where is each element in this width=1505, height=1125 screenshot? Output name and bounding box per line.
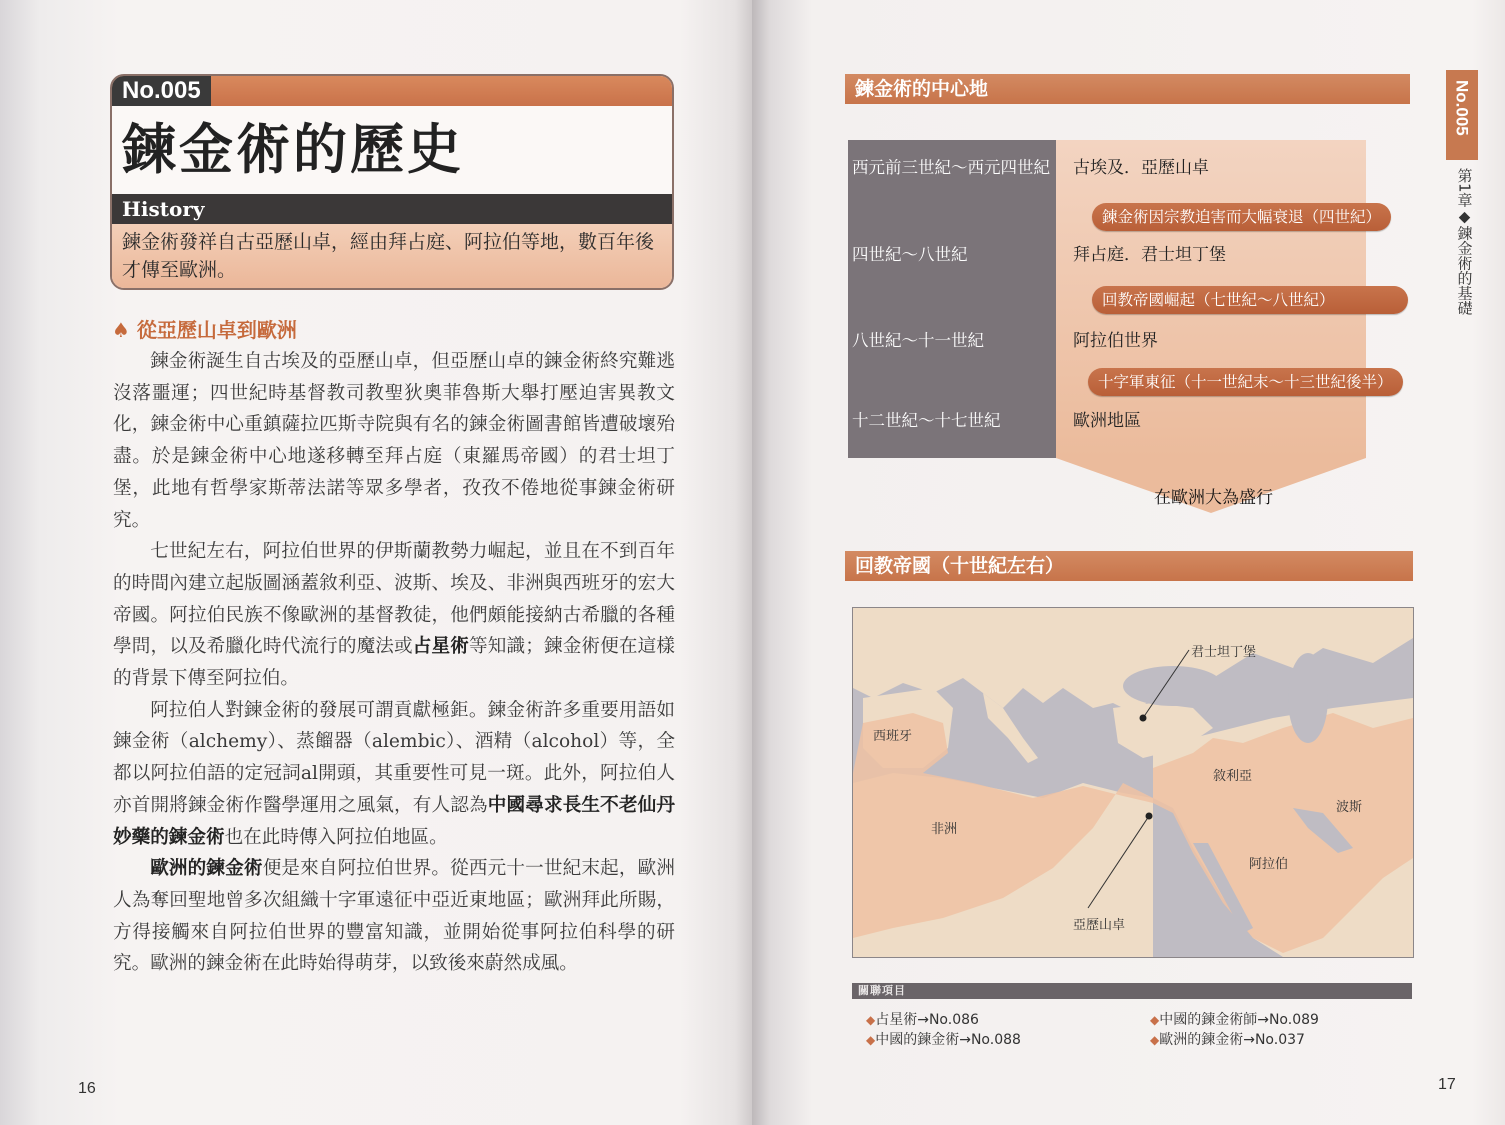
label-alexandria: 亞歷山卓 [1073, 918, 1126, 933]
event-islamic-empire: 回教帝國崛起（七世紀～八世紀） [1092, 286, 1408, 314]
event-religious-persecution: 鍊金術因宗教迫害而大幅衰退（四世紀） [1092, 203, 1391, 231]
related-item-3-text: 中國的鍊金術師→No.089 [1159, 1012, 1319, 1028]
paragraph-2-tail: 等知識；鍊金術便在這樣的背景下傳至阿拉伯。 [113, 636, 675, 690]
diamond-icon: ◆ [1150, 1033, 1160, 1047]
place-1: 古埃及．亞歷山卓 [1073, 158, 1209, 178]
paragraph-4-text: 便是來自阿拉伯世界。從西元十一世紀末起，歐洲人為奪回聖地曾多次組織十字軍遠征中亞近東地區；歐洲拜此所賜，方得接觸來自阿拉伯世界的豐富知識，並開始從事阿拉伯科學的研究。歐洲的鍊金術在此時始得萌芽，以致後來蔚然成風。 [113, 858, 675, 975]
paragraph-1: 鍊金術誕生自古埃及的亞歷山卓，但亞歷山卓的鍊金術終究難逃沒落噩運；四世紀時基督教司教聖狄奧菲魯斯大舉打壓迫害異教文化，鍊金術中心重鎮薩拉匹斯寺院與有名的鍊金術圖書館皆遭破壞殆盡。於是鍊金術中心地遂移轉至拜占庭（東羅馬帝國）的君士坦丁堡，此地有哲學家斯蒂法諾等眾多學者，孜孜不倦地從事鍊金術研究。 [113, 351, 675, 531]
diamond-icon: ◆ [1150, 1013, 1160, 1027]
side-chapter [1452, 168, 1476, 321]
place-3: 阿拉伯世界 [1073, 331, 1158, 351]
map-heading: 回教帝國（十世紀左右） [855, 555, 1065, 577]
islamic-empire-map [852, 607, 1414, 958]
label-persia: 波斯 [1336, 800, 1363, 815]
side-number [1448, 80, 1476, 139]
place-4: 歐洲地區 [1073, 411, 1141, 431]
page-number-right: 17 [1438, 1076, 1456, 1093]
history-label: History [122, 197, 205, 221]
map-heading-bar [845, 551, 1413, 581]
related-item-1[interactable] [866, 1011, 979, 1029]
page-title: 鍊金術的歷史 [122, 117, 464, 181]
label-africa: 非洲 [931, 822, 958, 837]
era-4: 十二世紀～十七世紀 [852, 411, 1001, 430]
paragraph-2 [113, 536, 675, 695]
label-syria: 敘利亞 [1213, 769, 1253, 784]
era-2: 四世紀～八世紀 [852, 245, 968, 264]
map-graphic [853, 608, 1413, 957]
summary-box [112, 224, 672, 288]
alexandria-marker [1146, 813, 1153, 820]
related-item-4-text: 歐洲的鍊金術→No.037 [1159, 1032, 1305, 1048]
era-3: 八世紀～十一世紀 [852, 331, 984, 350]
history-bar [112, 194, 672, 224]
entry-number: No.005 [112, 76, 211, 106]
side-chapter-text: 第1章◆鍊金術的基礎 [1455, 168, 1474, 316]
timeline-final: 在歐洲大為盛行 [1154, 488, 1273, 508]
map-caspian-sea [1288, 653, 1328, 743]
paragraph-3-tail: 也在此時傳入阿拉伯地區。 [224, 826, 448, 848]
diamond-icon: ◆ [866, 1033, 876, 1047]
related-item-2-text: 中國的鍊金術→No.088 [875, 1032, 1021, 1048]
center-heading: 鍊金術的中心地 [855, 78, 989, 100]
event-crusades: 十字軍東征（十一世紀末～十三世紀後半） [1088, 368, 1403, 396]
constantinople-marker [1140, 715, 1147, 722]
label-constantinople: 君士坦丁堡 [1191, 645, 1257, 660]
related-item-3[interactable] [1150, 1011, 1319, 1029]
diamond-icon: ◆ [866, 1013, 876, 1027]
related-item-2[interactable] [866, 1031, 1021, 1049]
number-bar [112, 76, 672, 106]
era-1: 西元前三世紀～西元四世紀 [852, 158, 1050, 177]
paragraph-4 [113, 853, 675, 980]
label-arabia: 阿拉伯 [1249, 857, 1289, 872]
bold-china: 中國尋求長生不老仙丹妙藥的鍊金術 [113, 794, 675, 848]
section-heading: ♠ 從亞歷山卓到歐洲 [112, 318, 297, 342]
bold-europe: 歐洲的鍊金術 [150, 858, 263, 880]
center-heading-bar [845, 74, 1410, 104]
paragraph-3 [113, 695, 675, 854]
related-items-bar [852, 983, 1412, 999]
summary-text: 鍊金術發祥自古亞歷山卓，經由拜占庭、阿拉伯等地，數百年後才傳至歐洲。 [122, 231, 655, 281]
related-item-1-text: 占星術→No.086 [875, 1012, 979, 1028]
body-text [113, 346, 675, 980]
article-header-card [110, 74, 674, 290]
paragraph-3-text: 阿拉伯人對鍊金術的發展可謂貢獻極鉅。鍊金術許多重要用語如鍊金術（alchemy）、蒸餾器（alembic）、酒精（alcohol）等，全都以阿拉伯語的定冠詞al開頭，其重要性可見一斑。此外，阿拉伯人亦首開將鍊金術作醫學運用之風氣，有人認為 [113, 699, 675, 816]
place-2: 拜占庭．君士坦丁堡 [1073, 245, 1226, 265]
map-black-sea [1123, 666, 1223, 706]
related-item-4[interactable] [1150, 1031, 1305, 1049]
related-label: 關聯項目 [858, 984, 906, 997]
page-number-left: 16 [78, 1080, 96, 1097]
label-spain: 西班牙 [873, 729, 913, 744]
paragraph-2-text: 七世紀左右，阿拉伯世界的伊斯蘭教勢力崛起，並且在不到百年的時間內建立起版圖涵蓋敘利亞、波斯、埃及、非洲與西班牙的宏大帝國。阿拉伯民族不像歐洲的基督教徒，他們頗能接納古希臘的各種學問，以及希臘化時代流行的魔法或 [113, 541, 675, 658]
bold-astrology: 占星術 [412, 636, 470, 658]
side-number-text: No.005 [1452, 80, 1472, 136]
